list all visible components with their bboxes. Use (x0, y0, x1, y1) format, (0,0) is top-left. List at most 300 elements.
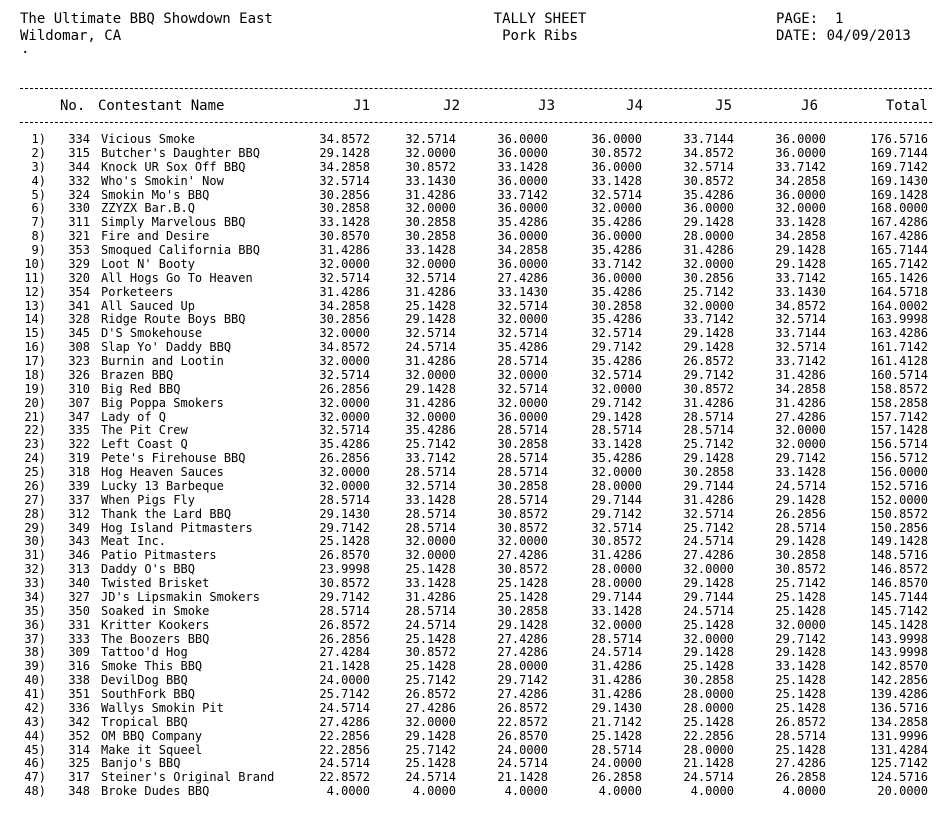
score-j1-cell: 26.8570 (319, 548, 370, 563)
entry-no-cell: 334 (68, 132, 90, 146)
score-j3-cell: 36.0000 (497, 256, 548, 271)
score-j5-cell: 29.7144 (683, 589, 734, 604)
rank-cell: 39) (24, 659, 46, 674)
table-row (0, 369, 950, 383)
rank-cell: 34) (24, 589, 46, 604)
score-j1-cell: 31.4286 (319, 284, 370, 299)
score-j1-cell: 30.8572 (319, 576, 370, 590)
score-j5-cell: 34.8572 (683, 145, 734, 160)
score-j6-cell: 36.0000 (775, 145, 826, 160)
score-j4-cell: 31.4286 (591, 659, 642, 674)
score-j2-cell: 33.1428 (405, 576, 456, 590)
score-j2-cell: 28.5714 (405, 520, 456, 535)
table-row (0, 424, 950, 438)
score-j2-cell: 32.5714 (405, 326, 456, 341)
contestant-name-cell: Lady of Q (101, 409, 167, 424)
score-j3-cell: 29.1428 (497, 617, 548, 632)
results-table (0, 133, 950, 799)
contestant-name-cell: All Sauced Up (101, 298, 195, 313)
contestant-name-cell: Big Poppa Smokers (101, 395, 224, 410)
rank-cell: 43) (24, 714, 46, 729)
score-j1-cell: 32.0000 (319, 409, 370, 424)
contestant-name-cell: Smoke This BBQ (101, 659, 203, 674)
rank-cell: 1) (31, 132, 46, 146)
score-j1-cell: 24.0000 (319, 673, 370, 688)
rank-cell: 16) (24, 340, 46, 355)
total-score-cell: 124.5716 (870, 770, 928, 785)
score-j4-cell: 36.0000 (591, 270, 642, 285)
score-j4-cell: 33.1428 (591, 603, 642, 618)
entry-no-cell: 338 (68, 673, 90, 688)
rank-cell: 31) (24, 548, 46, 563)
entry-no-cell: 316 (68, 659, 90, 674)
score-j5-cell: 29.1428 (683, 340, 734, 355)
contestant-name-cell: Who's Smokin' Now (101, 173, 224, 188)
score-j1-cell: 23.9998 (319, 562, 370, 577)
score-j2-cell: 29.1428 (405, 381, 456, 396)
total-score-cell: 165.7142 (870, 256, 928, 271)
contestant-name-cell: OM BBQ Company (101, 728, 203, 743)
score-j2-cell: 25.1428 (405, 659, 456, 674)
rank-cell: 46) (24, 756, 46, 771)
event-name: The Ultimate BBQ Showdown East (20, 11, 273, 27)
score-j3-cell: 36.0000 (497, 229, 548, 244)
score-j4-cell: 32.0000 (591, 617, 642, 632)
score-j6-cell: 24.5714 (775, 478, 826, 493)
score-j1-cell: 28.5714 (319, 492, 370, 507)
score-j2-cell: 28.5714 (405, 465, 456, 479)
score-j3-cell: 30.8572 (497, 506, 548, 521)
score-j3-cell: 28.5714 (497, 451, 548, 466)
score-j4-cell: 28.0000 (591, 478, 642, 493)
score-j5-cell: 21.1428 (683, 756, 734, 771)
table-row (0, 133, 950, 147)
score-j1-cell: 29.7142 (319, 589, 370, 604)
score-j2-cell: 32.0000 (405, 145, 456, 160)
score-j6-cell: 25.1428 (775, 589, 826, 604)
contestant-name-cell: Meat Inc. (101, 534, 167, 549)
table-row (0, 522, 950, 536)
total-score-cell: 157.1428 (870, 423, 928, 438)
table-row (0, 411, 950, 425)
contestant-name-cell: Porketeers (101, 284, 174, 299)
score-j5-cell: 32.0000 (683, 631, 734, 646)
score-j4-cell: 32.5714 (591, 367, 642, 382)
score-j5-cell: 28.0000 (683, 700, 734, 715)
score-j4-cell: 33.1428 (591, 437, 642, 452)
contestant-name-cell: Simply Marvelous BBQ (101, 215, 246, 230)
score-j6-cell: 4.0000 (782, 784, 826, 799)
entry-no-cell: 307 (68, 395, 90, 410)
entry-no-cell: 335 (68, 423, 90, 438)
score-j1-cell: 25.1428 (319, 534, 370, 549)
score-j3-cell: 32.0000 (497, 534, 548, 549)
rank-cell: 15) (24, 326, 46, 341)
score-j4-cell: 33.7142 (591, 256, 642, 271)
score-j5-cell: 33.7144 (683, 132, 734, 146)
score-j3-cell: 36.0000 (497, 409, 548, 424)
rank-cell: 26) (24, 478, 46, 493)
total-score-cell: 156.0000 (870, 465, 928, 479)
total-score-cell: 131.9996 (870, 728, 928, 743)
score-j6-cell: 33.1428 (775, 659, 826, 674)
rank-cell: 4) (31, 173, 46, 188)
score-j3-cell: 28.5714 (497, 492, 548, 507)
table-row (0, 744, 950, 758)
entry-no-cell: 323 (68, 354, 90, 368)
contestant-name-cell: When Pigs Fly (101, 492, 195, 507)
score-j5-cell: 35.4286 (683, 187, 734, 202)
rank-cell: 17) (24, 354, 46, 368)
score-j4-cell: 21.7142 (591, 714, 642, 729)
score-j4-cell: 30.8572 (591, 145, 642, 160)
score-j3-cell: 28.5714 (497, 423, 548, 438)
score-j4-cell: 32.0000 (591, 201, 642, 216)
score-j5-cell: 29.1428 (683, 451, 734, 466)
score-j1-cell: 34.8572 (319, 340, 370, 355)
score-j6-cell: 29.1428 (775, 243, 826, 257)
score-j3-cell: 24.5714 (497, 756, 548, 771)
score-j4-cell: 36.0000 (591, 159, 642, 174)
col-header-j1: J1 (353, 98, 370, 114)
score-j3-cell: 36.0000 (497, 145, 548, 160)
score-j2-cell: 32.5714 (405, 270, 456, 285)
table-row (0, 591, 950, 605)
score-j4-cell: 29.7142 (591, 506, 642, 521)
contestant-name-cell: Left Coast Q (101, 437, 188, 452)
score-j6-cell: 33.1428 (775, 465, 826, 479)
entry-no-cell: 333 (68, 631, 90, 646)
score-j5-cell: 28.0000 (683, 687, 734, 701)
score-j4-cell: 29.7144 (591, 589, 642, 604)
score-j2-cell: 31.4286 (405, 187, 456, 202)
col-header-no: No. (60, 98, 86, 114)
table-row (0, 216, 950, 230)
rank-cell: 11) (24, 270, 46, 285)
table-row (0, 688, 950, 702)
score-j3-cell: 33.1430 (497, 284, 548, 299)
score-j5-cell: 30.8572 (683, 173, 734, 188)
score-j5-cell: 25.1428 (683, 659, 734, 674)
score-j1-cell: 30.2856 (319, 312, 370, 327)
entry-no-cell: 346 (68, 548, 90, 563)
score-j5-cell: 25.7142 (683, 437, 734, 452)
total-score-cell: 161.7142 (870, 340, 928, 355)
score-j3-cell: 33.1428 (497, 159, 548, 174)
rank-cell: 41) (24, 687, 46, 701)
score-j5-cell: 24.5714 (683, 534, 734, 549)
contestant-name-cell: Hog Heaven Sauces (101, 465, 224, 479)
score-j1-cell: 22.2856 (319, 742, 370, 757)
score-j2-cell: 35.4286 (405, 423, 456, 438)
score-j5-cell: 29.1428 (683, 645, 734, 660)
score-j4-cell: 35.4286 (591, 243, 642, 257)
entry-no-cell: 318 (68, 465, 90, 479)
score-j5-cell: 29.1428 (683, 576, 734, 590)
score-j4-cell: 30.8572 (591, 534, 642, 549)
total-score-cell: 169.7142 (870, 159, 928, 174)
col-header-j2: J2 (443, 98, 460, 114)
entry-no-cell: 310 (68, 381, 90, 396)
score-j3-cell: 25.1428 (497, 589, 548, 604)
score-j3-cell: 32.0000 (497, 367, 548, 382)
event-location: Wildomar, CA (20, 28, 122, 44)
score-j1-cell: 32.0000 (319, 354, 370, 368)
score-j2-cell: 30.2858 (405, 215, 456, 230)
contestant-name-cell: Smoqued California BBQ (101, 243, 260, 257)
rank-cell: 19) (24, 381, 46, 396)
entry-no-cell: 341 (68, 298, 90, 313)
total-score-cell: 146.8572 (870, 562, 928, 577)
total-score-cell: 145.7144 (870, 589, 928, 604)
rank-cell: 37) (24, 631, 46, 646)
score-j1-cell: 26.8572 (319, 617, 370, 632)
score-j1-cell: 32.0000 (319, 395, 370, 410)
table-row (0, 244, 950, 258)
score-j2-cell: 4.0000 (412, 784, 456, 799)
total-score-cell: 150.8572 (870, 506, 928, 521)
score-j1-cell: 24.5714 (319, 756, 370, 771)
score-j2-cell: 31.4286 (405, 354, 456, 368)
score-j3-cell: 35.4286 (497, 340, 548, 355)
entry-no-cell: 326 (68, 367, 90, 382)
total-score-cell: 139.4286 (870, 687, 928, 701)
total-score-cell: 164.5718 (870, 284, 928, 299)
score-j5-cell: 29.1428 (683, 326, 734, 341)
score-j4-cell: 35.4286 (591, 312, 642, 327)
score-j5-cell: 4.0000 (690, 784, 734, 799)
table-row (0, 633, 950, 647)
table-row (0, 230, 950, 244)
score-j6-cell: 32.0000 (775, 423, 826, 438)
contestant-name-cell: All Hogs Go To Heaven (101, 270, 253, 285)
score-j6-cell: 32.0000 (775, 437, 826, 452)
score-j2-cell: 27.4286 (405, 700, 456, 715)
score-j6-cell: 36.0000 (775, 187, 826, 202)
score-j2-cell: 25.1428 (405, 298, 456, 313)
contestant-name-cell: Wallys Smokin Pit (101, 700, 224, 715)
score-j5-cell: 28.5714 (683, 409, 734, 424)
rank-cell: 42) (24, 700, 46, 715)
total-score-cell: 150.2856 (870, 520, 928, 535)
score-j1-cell: 32.5714 (319, 423, 370, 438)
score-j5-cell: 26.8572 (683, 354, 734, 368)
total-score-cell: 143.9998 (870, 631, 928, 646)
score-j6-cell: 29.1428 (775, 645, 826, 660)
col-header-j5: J5 (715, 98, 732, 114)
score-j2-cell: 33.7142 (405, 451, 456, 466)
score-j6-cell: 31.4286 (775, 395, 826, 410)
score-j4-cell: 35.4286 (591, 354, 642, 368)
score-j4-cell: 33.1428 (591, 173, 642, 188)
score-j6-cell: 26.2858 (775, 770, 826, 785)
score-j5-cell: 25.7142 (683, 520, 734, 535)
score-j1-cell: 22.2856 (319, 728, 370, 743)
score-j4-cell: 28.5714 (591, 423, 642, 438)
score-j6-cell: 33.7142 (775, 354, 826, 368)
score-j1-cell: 21.1428 (319, 659, 370, 674)
table-row (0, 438, 950, 452)
score-j4-cell: 32.0000 (591, 465, 642, 479)
entry-no-cell: 321 (68, 229, 90, 244)
score-j4-cell: 28.5714 (591, 631, 642, 646)
table-row (0, 452, 950, 466)
contestant-name-cell: Daddy O's BBQ (101, 562, 195, 577)
table-row (0, 300, 950, 314)
score-j5-cell: 32.0000 (683, 562, 734, 577)
rank-cell: 21) (24, 409, 46, 424)
score-j2-cell: 24.5714 (405, 770, 456, 785)
contestant-name-cell: Slap Yo' Daddy BBQ (101, 340, 232, 355)
score-j3-cell: 28.5714 (497, 354, 548, 368)
table-row (0, 771, 950, 785)
score-j3-cell: 32.5714 (497, 326, 548, 341)
total-score-cell: 176.5716 (870, 132, 928, 146)
score-j5-cell: 25.1428 (683, 617, 734, 632)
contestant-name-cell: Patio Pitmasters (101, 548, 217, 563)
total-score-cell: 145.7142 (870, 603, 928, 618)
score-j2-cell: 25.1428 (405, 756, 456, 771)
score-j5-cell: 30.8572 (683, 381, 734, 396)
entry-no-cell: 345 (68, 326, 90, 341)
score-j2-cell: 32.0000 (405, 256, 456, 271)
score-j4-cell: 28.5714 (591, 742, 642, 757)
entry-no-cell: 327 (68, 589, 90, 604)
score-j1-cell: 27.4286 (319, 714, 370, 729)
score-j3-cell: 34.2858 (497, 243, 548, 257)
total-score-cell: 165.7144 (870, 243, 928, 257)
entry-no-cell: 312 (68, 506, 90, 521)
score-j1-cell: 32.0000 (319, 465, 370, 479)
entry-no-cell: 342 (68, 714, 90, 729)
entry-no-cell: 350 (68, 603, 90, 618)
table-row (0, 480, 950, 494)
table-row (0, 272, 950, 286)
total-score-cell: 143.9998 (870, 645, 928, 660)
score-j4-cell: 35.4286 (591, 451, 642, 466)
score-j3-cell: 30.8572 (497, 562, 548, 577)
score-j4-cell: 29.7144 (591, 492, 642, 507)
entry-no-cell: 329 (68, 256, 90, 271)
contestant-name-cell: Big Red BBQ (101, 381, 181, 396)
score-j4-cell: 28.0000 (591, 562, 642, 577)
total-score-cell: 168.0000 (870, 201, 928, 216)
table-row (0, 147, 950, 161)
sheet-date: DATE: 04/09/2013 (776, 28, 911, 44)
rank-cell: 2) (31, 145, 46, 160)
table-row (0, 646, 950, 660)
score-j6-cell: 29.1428 (775, 534, 826, 549)
score-j4-cell: 31.4286 (591, 687, 642, 701)
rank-cell: 30) (24, 534, 46, 549)
score-j1-cell: 33.1428 (319, 215, 370, 230)
contestant-name-cell: The Boozers BBQ (101, 631, 210, 646)
score-j2-cell: 29.1428 (405, 728, 456, 743)
entry-no-cell: 339 (68, 478, 90, 493)
total-score-cell: 169.1428 (870, 187, 928, 202)
score-j6-cell: 33.7144 (775, 326, 826, 341)
total-score-cell: 167.4286 (870, 215, 928, 230)
entry-no-cell: 332 (68, 173, 90, 188)
entry-no-cell: 322 (68, 437, 90, 452)
score-j3-cell: 28.0000 (497, 659, 548, 674)
total-score-cell: 157.7142 (870, 409, 928, 424)
table-row (0, 563, 950, 577)
stray-mark: . (21, 41, 30, 57)
total-score-cell: 165.1426 (870, 270, 928, 285)
score-j5-cell: 31.4286 (683, 243, 734, 257)
score-j6-cell: 34.2858 (775, 173, 826, 188)
score-j1-cell: 29.1430 (319, 506, 370, 521)
table-row (0, 258, 950, 272)
score-j2-cell: 33.1430 (405, 173, 456, 188)
entry-no-cell: 308 (68, 340, 90, 355)
score-j1-cell: 26.2856 (319, 631, 370, 646)
score-j6-cell: 33.1430 (775, 284, 826, 299)
score-j5-cell: 24.5714 (683, 770, 734, 785)
col-header-name: Contestant Name (98, 98, 225, 114)
table-row (0, 189, 950, 203)
entry-no-cell: 330 (68, 201, 90, 216)
score-j5-cell: 32.5714 (683, 159, 734, 174)
score-j1-cell: 35.4286 (319, 437, 370, 452)
rank-cell: 48) (24, 784, 46, 799)
score-j3-cell: 27.4286 (497, 270, 548, 285)
score-j5-cell: 32.0000 (683, 298, 734, 313)
score-j2-cell: 31.4286 (405, 589, 456, 604)
score-j6-cell: 29.1428 (775, 256, 826, 271)
table-row (0, 494, 950, 508)
entry-no-cell: 325 (68, 756, 90, 771)
contestant-name-cell: SouthFork BBQ (101, 687, 195, 701)
entry-no-cell: 351 (68, 687, 90, 701)
score-j1-cell: 32.0000 (319, 478, 370, 493)
score-j4-cell: 32.5714 (591, 187, 642, 202)
table-row (0, 286, 950, 300)
total-score-cell: 145.1428 (870, 617, 928, 632)
score-j1-cell: 34.8572 (319, 132, 370, 146)
contestant-name-cell: Broke Dudes BBQ (101, 784, 210, 799)
total-score-cell: 169.1430 (870, 173, 928, 188)
rank-cell: 14) (24, 312, 46, 327)
contestant-name-cell: Twisted Brisket (101, 576, 210, 590)
score-j6-cell: 32.5714 (775, 340, 826, 355)
score-j2-cell: 25.1428 (405, 631, 456, 646)
score-j2-cell: 25.1428 (405, 562, 456, 577)
table-row (0, 397, 950, 411)
score-j5-cell: 28.0000 (683, 229, 734, 244)
entry-no-cell: 337 (68, 492, 90, 507)
score-j5-cell: 32.5714 (683, 506, 734, 521)
score-j1-cell: 27.4284 (319, 645, 370, 660)
col-header-j6: J6 (801, 98, 818, 114)
score-j4-cell: 29.7142 (591, 340, 642, 355)
score-j3-cell: 22.8572 (497, 714, 548, 729)
score-j6-cell: 25.7142 (775, 576, 826, 590)
col-header-j4: J4 (626, 98, 643, 114)
entry-no-cell: 331 (68, 617, 90, 632)
rank-cell: 23) (24, 437, 46, 452)
contestant-name-cell: Smokin Mo's BBQ (101, 187, 210, 202)
score-j4-cell: 29.1428 (591, 409, 642, 424)
total-score-cell: 149.1428 (870, 534, 928, 549)
contestant-name-cell: Butcher's Daughter BBQ (101, 145, 260, 160)
entry-no-cell: 311 (68, 215, 90, 230)
entry-no-cell: 317 (68, 770, 90, 785)
table-row (0, 605, 950, 619)
score-j4-cell: 31.4286 (591, 548, 642, 563)
table-row (0, 383, 950, 397)
